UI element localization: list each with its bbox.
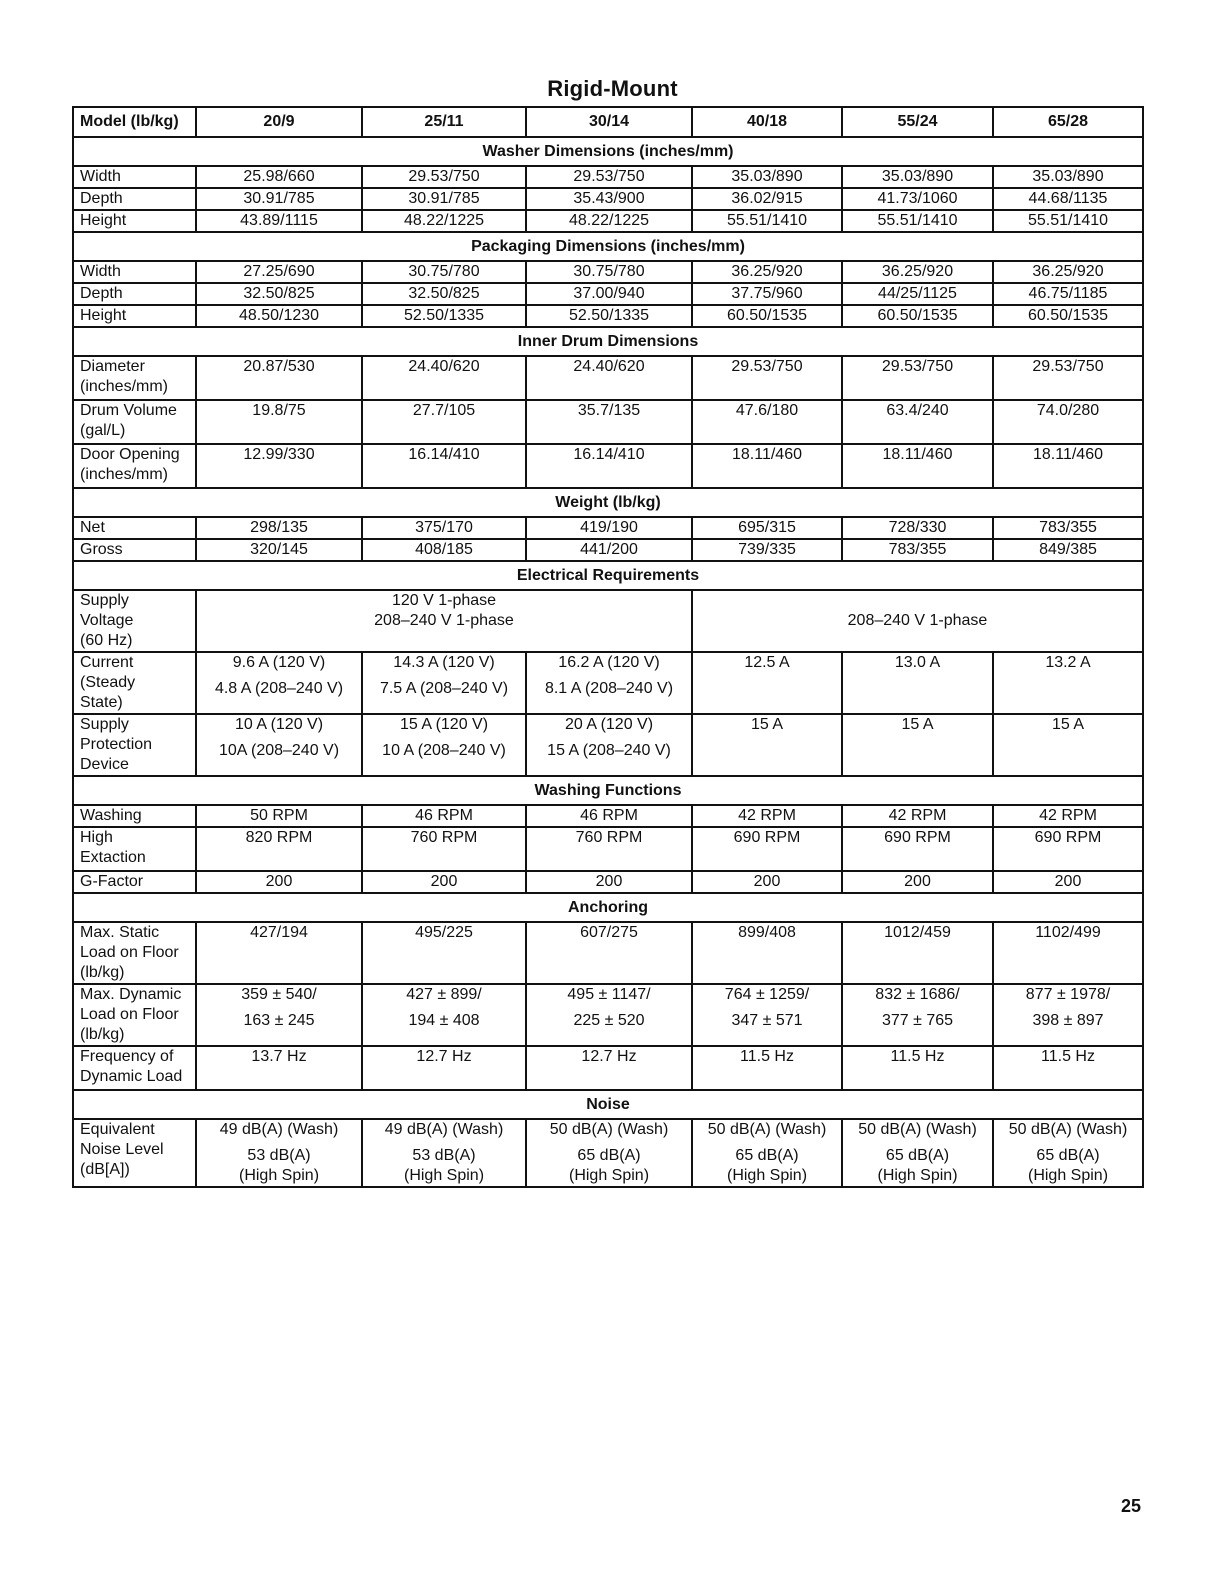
table-cell: 441/200	[526, 539, 692, 561]
cell-line: 9.6 A (120 V)	[232, 654, 326, 671]
table-cell: 13.0 A	[842, 652, 993, 714]
cell-line: 65 dB(A)	[1036, 1147, 1100, 1164]
table-cell: 29.53/750	[362, 166, 526, 188]
table-cell: 20.87/530	[196, 356, 362, 400]
table-cell: 42 RPM	[842, 805, 993, 827]
header-model: 30/14	[526, 107, 692, 137]
table-row	[73, 590, 1143, 652]
table-cell: 60.50/1535	[692, 305, 842, 327]
table-cell: 42 RPM	[993, 805, 1143, 827]
section-title-washer-dimensions: Washer Dimensions (inches/mm)	[73, 137, 1143, 166]
table-cell	[196, 984, 362, 1046]
row-label-line: Frequency of	[80, 1048, 174, 1065]
table-cell: 29.53/750	[692, 356, 842, 400]
row-label: Width	[73, 166, 196, 188]
row-label	[73, 827, 196, 871]
cell-line: 49 dB(A) (Wash)	[384, 1121, 504, 1138]
cell-line: 764 ± 1259/	[724, 986, 810, 1003]
table-cell: 43.89/1115	[196, 210, 362, 232]
cell-line: 10 A (120 V)	[234, 716, 324, 733]
table-row	[73, 166, 1143, 188]
table-cell	[842, 984, 993, 1046]
row-label-line: Supply	[80, 716, 129, 733]
row-label: Net	[73, 517, 196, 539]
table-cell: 44/25/1125	[842, 283, 993, 305]
table-row	[73, 356, 1143, 400]
table-cell: 18.11/460	[842, 444, 993, 488]
row-label-line: Dynamic Load	[80, 1068, 183, 1085]
table-cell: 16.14/410	[526, 444, 692, 488]
table-cell: 42 RPM	[692, 805, 842, 827]
table-row	[73, 517, 1143, 539]
table-cell: 36.25/920	[993, 261, 1143, 283]
table-cell: 48.22/1225	[362, 210, 526, 232]
table-cell: 11.5 Hz	[692, 1046, 842, 1090]
row-label: Width	[73, 261, 196, 283]
cell-line: (High Spin)	[238, 1167, 320, 1184]
row-label: Gross	[73, 539, 196, 561]
cell-line: 50 dB(A) (Wash)	[707, 1121, 827, 1138]
table-cell: 52.50/1335	[362, 305, 526, 327]
cell-line: 398 ± 897	[1032, 1012, 1104, 1029]
table-cell: 13.2 A	[993, 652, 1143, 714]
table-row	[73, 261, 1143, 283]
row-label: Height	[73, 210, 196, 232]
row-label-line: Load on Floor	[80, 944, 179, 961]
cell-line: 427 ± 899/	[406, 986, 482, 1003]
table-cell: 30.91/785	[362, 188, 526, 210]
row-label-line: Protection	[80, 736, 153, 753]
table-cell: 690 RPM	[692, 827, 842, 871]
cell-line: 49 dB(A) (Wash)	[219, 1121, 339, 1138]
section-row	[73, 488, 1143, 517]
spec-table	[72, 106, 1144, 1188]
table-cell: 24.40/620	[526, 356, 692, 400]
section-row	[73, 776, 1143, 805]
table-cell: 46 RPM	[362, 805, 526, 827]
cell-line: 65 dB(A)	[577, 1147, 641, 1164]
cell-line: 65 dB(A)	[735, 1147, 799, 1164]
row-label: Washing	[73, 805, 196, 827]
table-row	[73, 827, 1143, 871]
section-row	[73, 327, 1143, 356]
section-title-inner-drum: Inner Drum Dimensions	[73, 327, 1143, 356]
table-cell: 375/170	[362, 517, 526, 539]
row-label-line: (inches/mm)	[80, 378, 169, 395]
table-cell: 12.5 A	[692, 652, 842, 714]
section-title-weight: Weight (lb/kg)	[73, 488, 1143, 517]
header-model: 40/18	[692, 107, 842, 137]
table-cell: 690 RPM	[993, 827, 1143, 871]
table-cell: 30.75/780	[526, 261, 692, 283]
row-label-line: Voltage	[80, 612, 134, 629]
table-row	[73, 444, 1143, 488]
row-label-line: Max. Static	[80, 924, 160, 941]
table-cell: 607/275	[526, 922, 692, 984]
table-cell	[692, 984, 842, 1046]
table-cell: 783/355	[842, 539, 993, 561]
section-title-packaging-dimensions: Packaging Dimensions (inches/mm)	[73, 232, 1143, 261]
table-row	[73, 922, 1143, 984]
table-cell	[692, 1119, 842, 1187]
table-row	[73, 805, 1143, 827]
table-row	[73, 305, 1143, 327]
row-label: Depth	[73, 283, 196, 305]
table-cell: 783/355	[993, 517, 1143, 539]
row-label	[73, 590, 196, 652]
section-row	[73, 232, 1143, 261]
table-cell: 50 RPM	[196, 805, 362, 827]
table-cell: 52.50/1335	[526, 305, 692, 327]
table-cell: 35.7/135	[526, 400, 692, 444]
row-label-line: Drum Volume	[80, 402, 177, 419]
table-cell: 200	[692, 871, 842, 893]
table-cell: 15 A	[993, 714, 1143, 776]
table-cell: 820 RPM	[196, 827, 362, 871]
cell-line: 50 dB(A) (Wash)	[549, 1121, 669, 1138]
row-label	[73, 356, 196, 400]
supply-voltage-small-models	[196, 590, 692, 652]
row-label-line: State)	[80, 694, 123, 711]
table-cell: 55.51/1410	[692, 210, 842, 232]
voltage-line: 208–240 V 1-phase	[374, 612, 514, 629]
table-cell: 495/225	[362, 922, 526, 984]
row-label: G-Factor	[73, 871, 196, 893]
section-title-anchoring: Anchoring	[73, 893, 1143, 922]
table-cell: 11.5 Hz	[993, 1046, 1143, 1090]
table-cell: 200	[842, 871, 993, 893]
table-cell: 298/135	[196, 517, 362, 539]
table-cell: 728/330	[842, 517, 993, 539]
table-cell: 849/385	[993, 539, 1143, 561]
table-cell: 44.68/1135	[993, 188, 1143, 210]
row-label: Height	[73, 305, 196, 327]
cell-line: 15 A (120 V)	[399, 716, 489, 733]
voltage-line: 120 V 1-phase	[391, 592, 497, 609]
row-label: Depth	[73, 188, 196, 210]
table-cell: 29.53/750	[842, 356, 993, 400]
table-cell: 36.25/920	[692, 261, 842, 283]
table-row	[73, 652, 1143, 714]
section-row	[73, 893, 1143, 922]
table-row	[73, 539, 1143, 561]
header-model: 20/9	[196, 107, 362, 137]
row-label-line: (60 Hz)	[80, 632, 133, 649]
row-label	[73, 652, 196, 714]
table-cell: 27.25/690	[196, 261, 362, 283]
table-cell: 25.98/660	[196, 166, 362, 188]
cell-line: 495 ± 1147/	[567, 986, 651, 1003]
cell-line: 163 ± 245	[243, 1012, 315, 1029]
row-label-line: Supply	[80, 592, 129, 609]
row-label	[73, 984, 196, 1046]
row-label-line: (inches/mm)	[80, 466, 169, 483]
table-cell: 35.03/890	[842, 166, 993, 188]
table-cell: 27.7/105	[362, 400, 526, 444]
table-cell: 48.22/1225	[526, 210, 692, 232]
table-cell: 18.11/460	[993, 444, 1143, 488]
table-cell	[362, 984, 526, 1046]
table-cell	[526, 652, 692, 714]
cell-line: 194 ± 408	[408, 1012, 480, 1029]
table-cell: 37.75/960	[692, 283, 842, 305]
table-cell: 47.6/180	[692, 400, 842, 444]
row-label	[73, 922, 196, 984]
table-cell	[993, 1119, 1143, 1187]
table-cell: 760 RPM	[362, 827, 526, 871]
page-title: Rigid-Mount	[547, 76, 678, 101]
table-cell: 46.75/1185	[993, 283, 1143, 305]
row-label-line: (Steady	[80, 674, 136, 691]
table-cell: 690 RPM	[842, 827, 993, 871]
row-label-line: Device	[80, 756, 129, 773]
row-label-line: High	[80, 829, 113, 846]
table-cell: 899/408	[692, 922, 842, 984]
row-label-line: (lb/kg)	[80, 964, 125, 981]
table-cell: 41.73/1060	[842, 188, 993, 210]
cell-line: (High Spin)	[726, 1167, 808, 1184]
table-cell: 48.50/1230	[196, 305, 362, 327]
section-row	[73, 137, 1143, 166]
cell-line: 16.2 A (120 V)	[558, 654, 660, 671]
table-row	[73, 400, 1143, 444]
table-cell: 200	[362, 871, 526, 893]
row-label-line: Max. Dynamic	[80, 986, 182, 1003]
row-label-line: (lb/kg)	[80, 1026, 125, 1043]
cell-line: 10A (208–240 V)	[218, 742, 340, 759]
table-cell: 35.43/900	[526, 188, 692, 210]
table-cell	[196, 714, 362, 776]
cell-line: 877 ± 1978/	[1025, 986, 1111, 1003]
cell-line: (High Spin)	[403, 1167, 485, 1184]
table-cell: 200	[196, 871, 362, 893]
table-cell: 35.03/890	[993, 166, 1143, 188]
table-cell: 32.50/825	[362, 283, 526, 305]
table-cell	[526, 714, 692, 776]
table-cell: 1012/459	[842, 922, 993, 984]
cell-line: (High Spin)	[1027, 1167, 1109, 1184]
row-label-line: Diameter	[80, 358, 145, 375]
cell-line: 53 dB(A)	[412, 1147, 476, 1164]
table-cell: 60.50/1535	[842, 305, 993, 327]
table-cell: 32.50/825	[196, 283, 362, 305]
table-cell: 55.51/1410	[993, 210, 1143, 232]
table-cell: 18.11/460	[692, 444, 842, 488]
cell-line: 347 ± 571	[731, 1012, 803, 1029]
table-cell: 60.50/1535	[993, 305, 1143, 327]
table-cell: 37.00/940	[526, 283, 692, 305]
table-cell	[362, 714, 526, 776]
table-cell	[196, 652, 362, 714]
table-cell: 24.40/620	[362, 356, 526, 400]
cell-line: (High Spin)	[568, 1167, 650, 1184]
table-cell: 320/145	[196, 539, 362, 561]
table-row	[73, 714, 1143, 776]
header-model: 55/24	[842, 107, 993, 137]
header-row	[73, 107, 1143, 137]
table-cell: 46 RPM	[526, 805, 692, 827]
table-cell: 29.53/750	[993, 356, 1143, 400]
table-cell: 695/315	[692, 517, 842, 539]
table-cell: 200	[526, 871, 692, 893]
table-cell: 15 A	[842, 714, 993, 776]
table-cell: 12.99/330	[196, 444, 362, 488]
table-cell: 16.14/410	[362, 444, 526, 488]
page-number: 25	[1120, 1496, 1141, 1516]
header-model: 65/28	[993, 107, 1143, 137]
table-cell	[842, 1119, 993, 1187]
table-row	[73, 210, 1143, 232]
cell-line: 15 A (208–240 V)	[547, 742, 671, 759]
row-label-line: Current	[80, 654, 134, 671]
section-title-noise: Noise	[73, 1090, 1143, 1119]
table-cell: 30.91/785	[196, 188, 362, 210]
table-cell: 55.51/1410	[842, 210, 993, 232]
table-row	[73, 1119, 1143, 1187]
cell-line: 359 ± 540/	[241, 986, 317, 1003]
table-cell	[526, 1119, 692, 1187]
table-cell: 11.5 Hz	[842, 1046, 993, 1090]
table-row	[73, 984, 1143, 1046]
row-label	[73, 714, 196, 776]
table-cell: 35.03/890	[692, 166, 842, 188]
row-label-line: Door Opening	[80, 446, 180, 463]
table-cell: 12.7 Hz	[526, 1046, 692, 1090]
cell-line: 53 dB(A)	[247, 1147, 311, 1164]
cell-line: 20 A (120 V)	[564, 716, 654, 733]
row-label-line: Load on Floor	[80, 1006, 179, 1023]
cell-line: 10 A (208–240 V)	[382, 742, 506, 759]
table-row	[73, 188, 1143, 210]
row-label	[73, 400, 196, 444]
table-cell: 19.8/75	[196, 400, 362, 444]
section-row	[73, 1090, 1143, 1119]
table-cell: 200	[993, 871, 1143, 893]
cell-line: 377 ± 765	[881, 1012, 954, 1029]
cell-line: 65 dB(A)	[885, 1147, 950, 1164]
table-cell: 30.75/780	[362, 261, 526, 283]
header-model: 25/11	[362, 107, 526, 137]
cell-line: 8.1 A (208–240 V)	[544, 680, 674, 697]
table-row	[73, 1046, 1143, 1090]
table-cell: 29.53/750	[526, 166, 692, 188]
cell-line: 225 ± 520	[573, 1012, 645, 1029]
table-row	[73, 871, 1143, 893]
table-cell: 408/185	[362, 539, 526, 561]
row-label-line: Equivalent	[80, 1121, 155, 1138]
row-label-line: (gal/L)	[80, 422, 126, 439]
row-label	[73, 1119, 196, 1187]
table-cell	[362, 652, 526, 714]
table-cell	[993, 984, 1143, 1046]
section-title-washing-functions: Washing Functions	[73, 776, 1143, 805]
cell-line: 832 ± 1686/	[875, 986, 960, 1003]
table-cell: 760 RPM	[526, 827, 692, 871]
row-label-line: Noise Level	[80, 1141, 164, 1158]
table-cell: 13.7 Hz	[196, 1046, 362, 1090]
cell-line: 7.5 A (208–240 V)	[379, 680, 509, 697]
cell-line: 50 dB(A) (Wash)	[858, 1121, 977, 1138]
section-row	[73, 561, 1143, 590]
section-title-electrical: Electrical Requirements	[73, 561, 1143, 590]
table-cell: 36.02/915	[692, 188, 842, 210]
row-label	[73, 1046, 196, 1090]
table-cell	[196, 1119, 362, 1187]
row-label-line: (dB[A])	[80, 1161, 130, 1178]
table-cell: 1102/499	[993, 922, 1143, 984]
cell-line: (High Spin)	[877, 1167, 958, 1184]
table-cell: 427/194	[196, 922, 362, 984]
table-cell: 74.0/280	[993, 400, 1143, 444]
table-cell: 739/335	[692, 539, 842, 561]
table-cell: 63.4/240	[842, 400, 993, 444]
table-cell: 12.7 Hz	[362, 1046, 526, 1090]
table-cell: 36.25/920	[842, 261, 993, 283]
table-cell	[526, 984, 692, 1046]
row-label-line: Extaction	[80, 849, 146, 866]
cell-line: 4.8 A (208–240 V)	[214, 680, 344, 697]
supply-voltage-large-models: 208–240 V 1-phase	[692, 590, 1143, 652]
row-label	[73, 444, 196, 488]
cell-line: 14.3 A (120 V)	[393, 654, 495, 671]
cell-line: 50 dB(A) (Wash)	[1008, 1121, 1128, 1138]
table-cell	[362, 1119, 526, 1187]
header-model-label: Model (lb/kg)	[73, 107, 196, 137]
table-cell: 15 A	[692, 714, 842, 776]
table-cell: 419/190	[526, 517, 692, 539]
table-row	[73, 283, 1143, 305]
